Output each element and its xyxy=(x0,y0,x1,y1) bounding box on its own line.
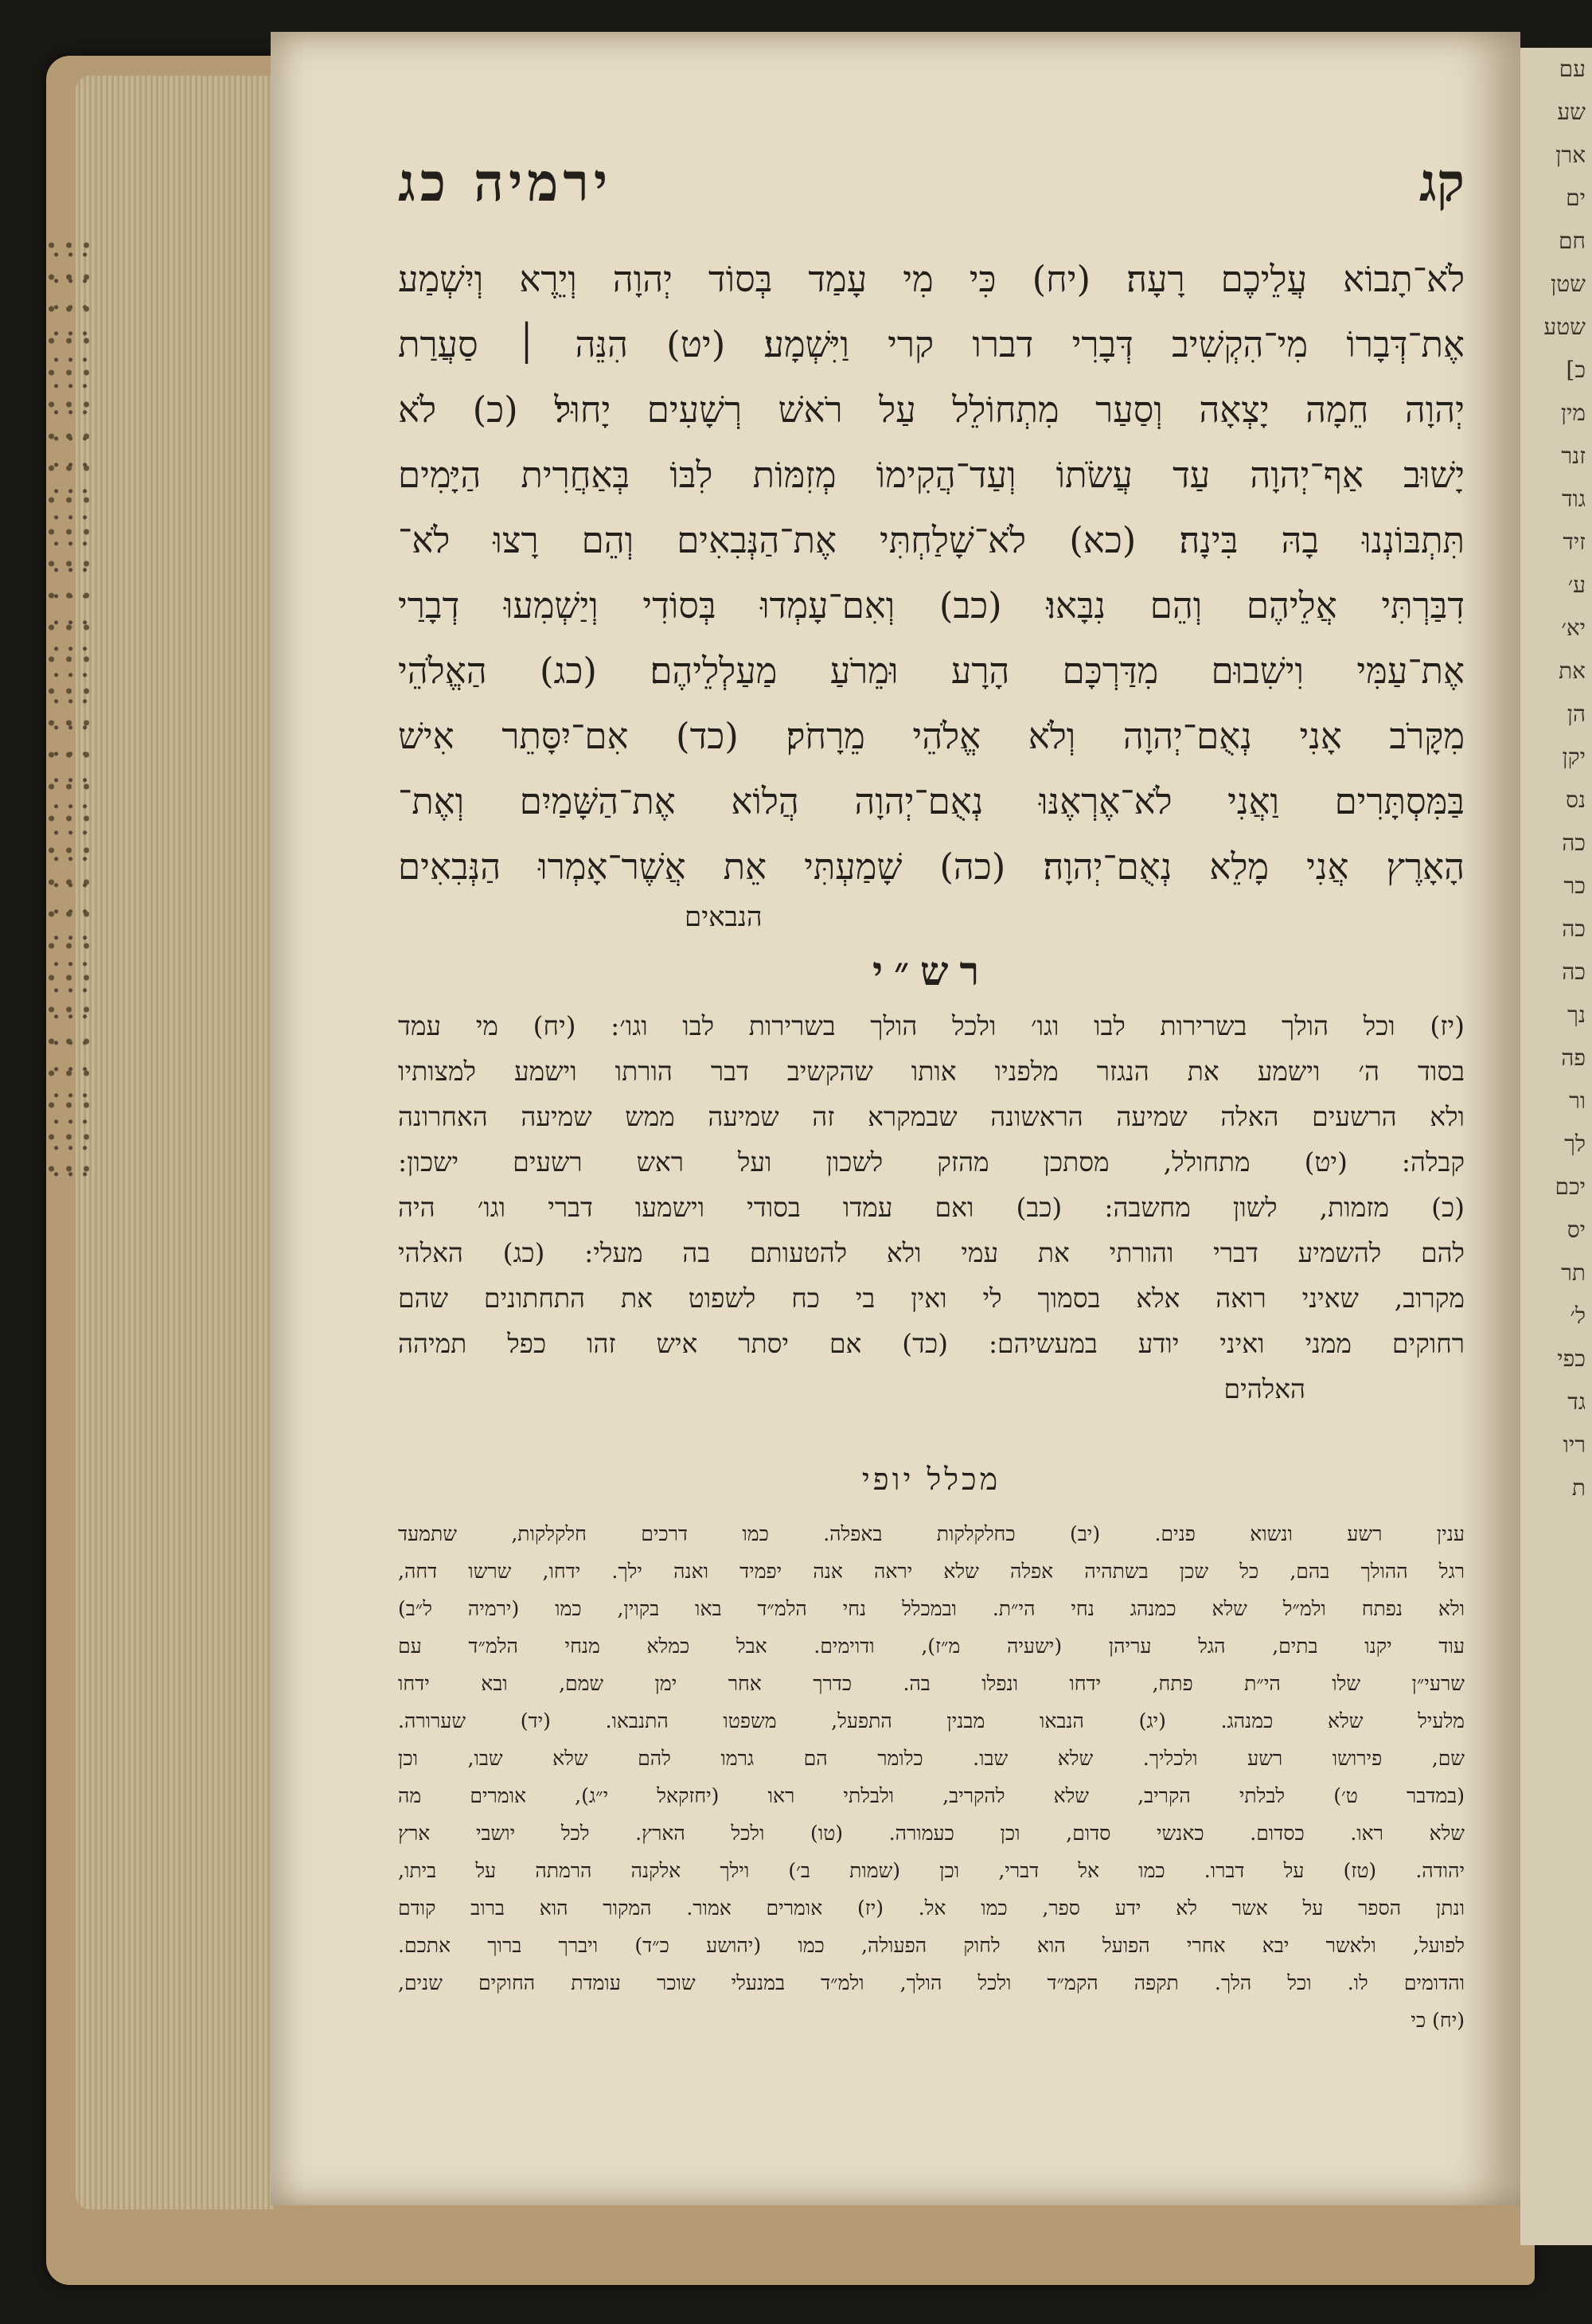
right-page-text-fragment: מין xyxy=(1560,400,1586,426)
right-page-text-fragment: תר xyxy=(1561,1260,1586,1286)
right-page-text-fragment: נס xyxy=(1565,787,1586,813)
bible-line: אֶת־עַמִּי וִישִׁבוּם מִדַּרְכָּם הָרָע וּמֵרֹעַ מַעַלְלֵיהֶם׃ (כג) הַאֱלֹהֵי xyxy=(398,650,1465,692)
right-page-text-fragment: שטע xyxy=(1543,314,1586,340)
bible-line: לֹא־תָבוֹא עֲלֵיכֶם רָעָה׃ (יח) כִּי מִי עָמַד בְּסוֹד יְהוָה וְיֵרֶא וְיִשְׁמַע xyxy=(398,258,1465,300)
right-page-text-fragment: ע׳ xyxy=(1567,572,1586,598)
bible-line: דִבַּרְתִּי אֲלֵיהֶם וְהֵם נִבָּאוּ׃ (כב) וְאִם־עָמְדוּ בְּסוֹדִי וְיַשְׁמִעוּ דְבָרַי xyxy=(398,584,1465,627)
rashi-commentary xyxy=(398,1003,1465,1412)
bible-text xyxy=(398,247,1465,900)
bible-line: תִּתְבּוֹנְנוּ בָהּ בִּינָה׃ (כא) לֹא־שָׁלַחְתִּי אֶת־הַנְּבִאִים וְהֵם רָצוּ לֹא־ xyxy=(398,519,1465,561)
right-page-text-fragment: ים xyxy=(1566,185,1586,211)
right-page-text-fragment: לך xyxy=(1564,1131,1586,1157)
right-page-text-fragment: גוד xyxy=(1562,486,1586,512)
mikhlal-line: מלעיל שלא כמנהג. (יג) הנבאו מבנין התפעל, משפטו התנבאו. (יד) שערורה. xyxy=(398,1709,1465,1732)
right-page-text-fragment: כ] xyxy=(1566,357,1586,383)
right-page-fragment xyxy=(1520,48,1592,2245)
page-edges xyxy=(76,76,275,2209)
mikhlal-line: ולא נפתח ולמ״ל שלא כמנהג נחי הי״ת. ובמכלל נחי הלמ״ד באו בקוין, כמו (ירמיה ל״ב) xyxy=(398,1597,1465,1620)
bible-line: הָאָרֶץ אֲנִי מָלֵא נְאֻם־יְהוָה׃ (כה) שָׁמַעְתִּי אֵת אֲשֶׁר־אָמְרוּ הַנְּבִאִים xyxy=(398,846,1465,888)
right-page-text-fragment: זנר xyxy=(1561,443,1586,469)
right-page-text-fragment: ארן xyxy=(1555,142,1586,168)
bible-line: אֶת־דְּבָרוֹ מִי־הִקְשִׁיב דְּבָרִי דברו קרי וַיִּשְׁמָע׃ (יט) הִנֵּה ׀ סַעֲרַת xyxy=(398,323,1465,365)
right-page-text-fragment: כר xyxy=(1563,873,1586,899)
right-page-text-fragment: כה xyxy=(1562,830,1586,856)
catchword: הנבאים xyxy=(685,901,763,933)
right-page-text-fragment: שטן xyxy=(1551,271,1586,297)
mikhlal-line: שרעי״ן שלו הי״ת פתח, ידחו ונפלו בה. כדרך אחר ימן שמם, ובא ידחו xyxy=(398,1672,1465,1695)
bible-line: יָשׁוּב אַף־יְהוָה עַד עֲשֹׂתוֹ וְעַד־הֲקִימוֹ מְזִמּוֹת לִבּוֹ בְּאַחֲרִית הַיָּמִים xyxy=(398,454,1465,496)
right-page-text-fragment: כפי xyxy=(1557,1346,1586,1372)
right-page-text-fragment: כה xyxy=(1562,959,1586,985)
page-number: קג xyxy=(1418,151,1465,213)
right-page-text-fragment: שע xyxy=(1557,99,1586,125)
bible-line: יְהוָה חֵמָה יָצְאָה וְסַעַר מִתְחוֹלֵל עַל רֹאשׁ רְשָׁעִים יָחוּל׃ (כ) לֹא xyxy=(398,389,1465,431)
right-page-text-fragment: חם xyxy=(1558,228,1586,254)
page-content xyxy=(398,151,1465,2039)
rashi-line: האלהים xyxy=(1223,1373,1305,1404)
mikhlal-line: יהודה. (טז) על דברו. כמו אל דברי, וכן (שמות ב׳) וילך אלקנה הרמתה על ביתו, xyxy=(398,1859,1465,1882)
mikhlal-line: והדומים לו. וכל הלך. תקפה הקמ״ד ולכל הולך, ולמ״ד במנעלי שוכר עומדת החוקים שנים, xyxy=(398,1971,1465,1994)
right-page-text-fragment: גד xyxy=(1567,1389,1586,1415)
running-title: ירמיה כג xyxy=(398,151,613,213)
mikhlal-line: (במדבר ט׳) לבלתי הקריב, שלא להקריב, ולבלתי ראו (יחזקאל י״ג), אומרים מה xyxy=(398,1784,1465,1807)
right-page-text-fragment: פה xyxy=(1561,1045,1586,1071)
right-page-text-fragment: נך xyxy=(1567,1002,1586,1028)
rashi-line: מקרוב, שאיני רואה אלא בסמוך לי ואין בי כח לשפוט את התחתונים שהם xyxy=(398,1283,1465,1314)
right-page-text-fragment: יא׳ xyxy=(1561,615,1586,641)
right-page-text-fragment: ת xyxy=(1571,1474,1586,1501)
right-page-text-fragment: זיד xyxy=(1563,529,1586,555)
mikhlal-line: שם, פירושו רשע ולכליך. שלא שבו. כלומר הם גרמו להם שלא שבו, וכן xyxy=(398,1747,1465,1770)
mikhlal-line: רגל ההולך בהם, כל שכן בשתהיה אפלה שלא יראה אנה יפמיד ואנה ילך. ידחו, שרשו דחה, xyxy=(398,1560,1465,1583)
mikhlal-line: ונתן הספר על אשר לא ידע ספר, כמו אל. (יז) אומרים אמור. המקור הוא ברוב קודם xyxy=(398,1896,1465,1920)
mikhlal-line: ענין רשע ונשוא פנים. (יב) כחלקלקות באפלה. כמו דרכים חלקלקות, שתמעד xyxy=(398,1522,1465,1545)
rashi-line: (יז) וכל הולך בשרירות לבו וגו׳ ולכל הולך בשרירות לבו וגו׳: (יח) מי עמד xyxy=(398,1010,1465,1041)
right-page-text-fragment: ריו xyxy=(1563,1432,1586,1458)
rashi-heading: רש״י xyxy=(872,947,991,994)
right-page-text-fragment: את xyxy=(1559,658,1586,684)
right-page-text-fragment: עם xyxy=(1559,56,1586,82)
right-page-text-fragment: ל׳ xyxy=(1570,1303,1586,1329)
right-page-text-fragment: יכם xyxy=(1555,1174,1586,1200)
rashi-line: בסוד ה׳ וישמע את הנגזר מלפניו אותו שהקשיב דבר הורתו וישמע למצותיו xyxy=(398,1056,1465,1087)
foxing-spots xyxy=(46,239,94,1194)
mikhlal-yofi-commentary xyxy=(398,1515,1465,2039)
mikhlal-yofi-heading: מכלל יופי xyxy=(861,1462,1001,1497)
running-header xyxy=(398,151,1465,239)
mikhlal-line: עוד יקנו בתים, הגל עריהן (ישעיה מ״ז), ודוימים. אבל כמלא מנחי הלמ״ד עם xyxy=(398,1635,1465,1658)
rashi-line: (כ) מזמות, לשון מחשבה: (כב) ואם עמדו בסודי וישמעו דברי וגו׳ היה xyxy=(398,1192,1465,1223)
rashi-line: להם להשמיע דברי והורתי את עמי ולא להטעותם בה מעלי: (כג) האלהי xyxy=(398,1237,1465,1268)
mikhlal-line: שלא ראו. כסדום. כאנשי סדום, וכן כעמורה. (טו) ולכל הארץ. לכל יושבי ארץ xyxy=(398,1822,1465,1845)
right-page-text-fragment: ור xyxy=(1569,1088,1586,1114)
right-page-text-fragment: הן xyxy=(1567,701,1586,727)
rashi-line: קבלה: (יט) מתחולל, מסתכן מהזק לשכון ועל ראש רשעים ישכון: xyxy=(398,1146,1465,1178)
rashi-line: רחוקים ממני ואיני יודע במעשיהם: (כד) אם יסתר איש זהו כפל תמיהה xyxy=(398,1328,1465,1359)
bible-line: בַּמִּסְתָּרִים וַאֲנִי לֹא־אֶרְאֶנּוּ נְאֻם־יְהוָה הֲלוֹא אֶת־הַשָּׁמַיִם וְאֶת־ xyxy=(398,780,1465,822)
right-page-text-fragment: יקן xyxy=(1562,744,1586,770)
mikhlal-line: לפועל, ולאשר יבא אחרי הפועל הוא לחוק הפעולה, כמו (יהושע כ״ד) ויברך ברוך אתכם. xyxy=(398,1934,1465,1957)
right-page-text-fragment: כה xyxy=(1562,916,1586,942)
bible-line: מִקָּרֹב אָנִי נְאֻם־יְהוָה וְלֹא אֱלֹהֵי מֵרָחֹק׃ (כד) אִם־יִסָּתֵר אִישׁ xyxy=(398,715,1465,757)
left-page xyxy=(271,32,1520,2205)
rashi-line: ולא הרשעים האלה שמיעה הראשונה שבמקרא זה שמיעה ממש שמיעה האחרונה xyxy=(398,1101,1465,1132)
right-page-text-fragment: יס xyxy=(1567,1217,1586,1243)
mikhlal-line: (יח) כי xyxy=(1411,2009,1465,2032)
